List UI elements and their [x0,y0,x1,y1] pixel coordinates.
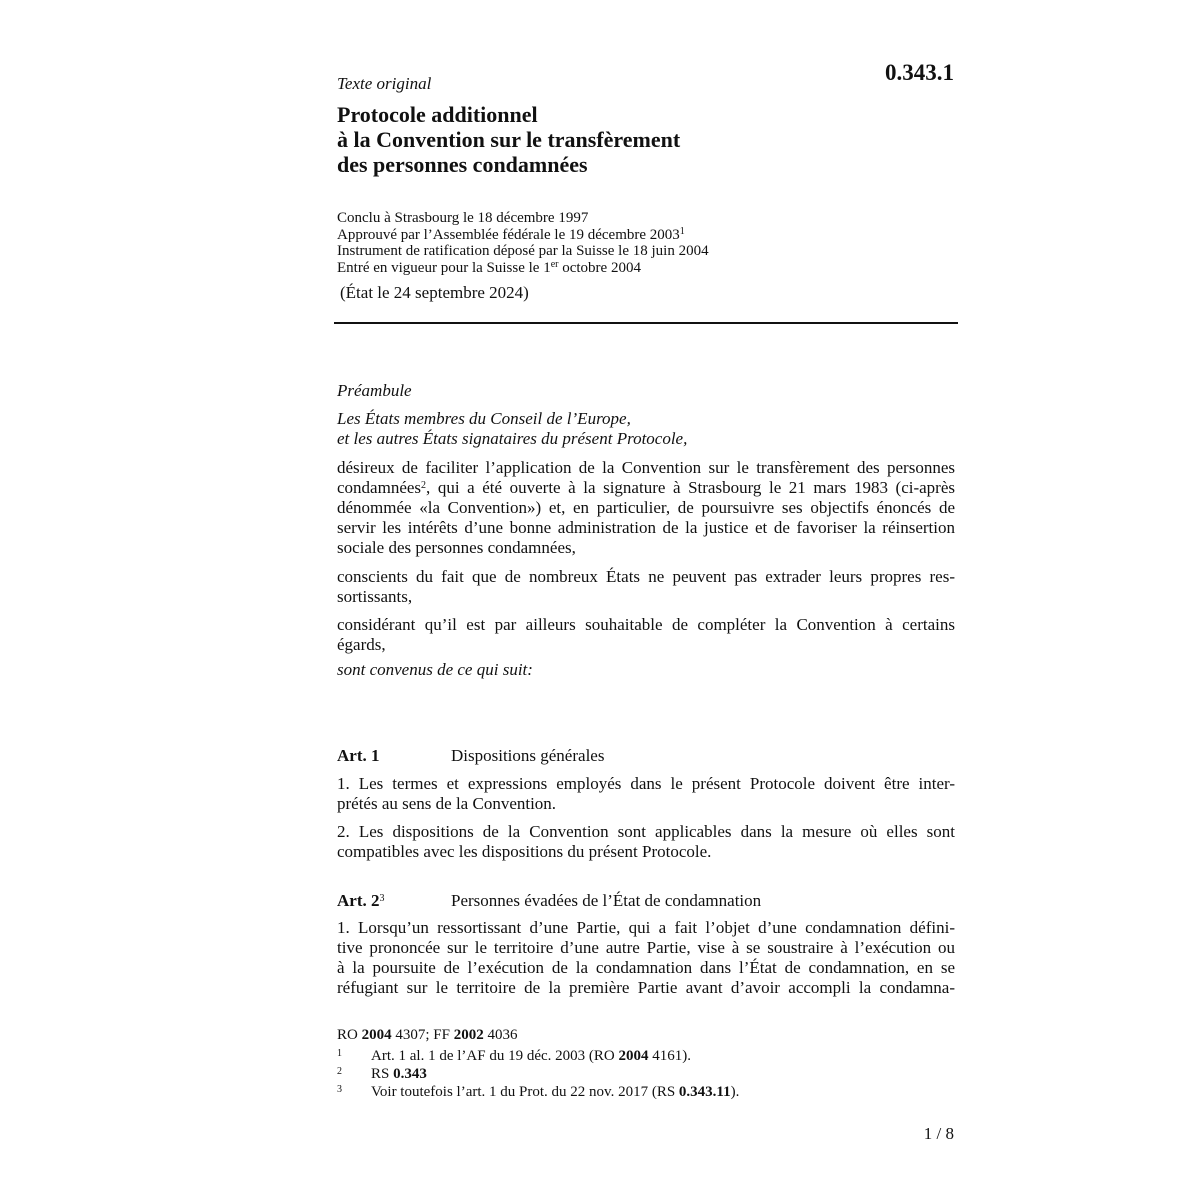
title-line: Protocole additionnel [337,102,538,127]
concluded-line: Conclu à Strasbourg le 18 décembre 1997 [337,210,589,226]
article-heading [337,746,604,766]
preamble-paragraph: conscients du fait que de nombreux États ne peuvent pas extrader leurs propres res- sortissants, [337,567,955,606]
footnote-ref[interactable]: 3 [379,893,385,904]
status-date: (État le 24 septembre 2024) [340,283,529,302]
footnote-ref[interactable]: 1 [679,225,685,237]
title-line: des personnes condamnées [337,152,588,177]
approved-line: Approuvé par l’Assemblée fédérale le 19 décembre 2003$^1$ [337,225,685,243]
preamble-paragraph: considérant qu’il est par ailleurs souhaitable de compléter la Convention à certains égards, [337,615,955,654]
original-text-label: Texte original [337,74,432,93]
article-title: Dispositions générales [451,746,605,765]
in-force-line: Entré en vigueur pour la Suisse le 1er octobre 2004 [337,258,641,276]
document-title [337,102,680,177]
page-number: 1 / 8 [923,1124,954,1143]
header-divider [334,322,958,324]
ratified-line: Instrument de ratification déposé par la Suisse le 18 juin 2004 [337,243,709,259]
preamble-closing: sont convenus de ce qui suit: [337,660,533,679]
preamble-paragraph: désireux de faciliter l’application de la Convention sur le transfèrement des personnes condamnées$^2$, qui a été ouverte à la signature à Strasbourg le 21 mars 1983 (ci-après dénommée «la Convention») et, en particulier, de poursuivre ses objectifs énoncés de servir les intérêts d’une bonne administration de la justice et de favoriser la réinsertion sociale des personnes condamnées, [337,458,955,557]
article-paragraph: 1. Lorsqu’un ressortissant d’une Partie, qui a fait l’objet d’une condamnation défini- tive prononcée sur le territoire d’une autre Partie, vise à se soustraire à l’exécution ou à la poursuite de l’exécution de la condamnation dans l’État de condamnation, en se réfugiant sur le territoire de la première Partie avant d’avoir accompli la condamna- [337,918,955,997]
title-line: à la Convention sur le transfèrement [337,127,681,152]
article-heading [337,891,761,911]
footnote-item: 3 Voir toutefois l’art. 1 du Prot. du 22 nov. 2017 (RS 0.343.11). [337,1084,740,1100]
footnotes [337,1027,739,1100]
footnote-item: 2 RS 0.343 [337,1066,427,1082]
preamble-parties: Les États membres du Conseil de l’Europe, et les autres États signataires du présent Protocole, [337,409,688,448]
article-number: Art. 1 [337,746,380,765]
article-title: Personnes évadées de l’État de condamnation [451,891,762,910]
footnote-ref[interactable]: 2 [421,480,427,491]
article-paragraph: 1. Les termes et expressions employés dans le présent Protocole doivent être inter- prétés au sens de la Convention. [337,774,955,813]
enactment-info [337,210,709,276]
article-paragraph: 2. Les dispositions de la Convention sont applicables dans la mesure où elles sont compatibles avec les dispositions du présent Protocole. [337,822,955,861]
sr-number: 0.343.1 [885,60,954,85]
footnote-item: 1 Art. 1 al. 1 de l’AF du 19 déc. 2003 (RO 2004 4161). [337,1048,691,1064]
source-reference: RO 2004 4307; FF 2002 4036 [337,1027,518,1043]
article-number: Art. $2^3$ [337,891,385,910]
preamble-heading: Préambule [337,381,412,400]
